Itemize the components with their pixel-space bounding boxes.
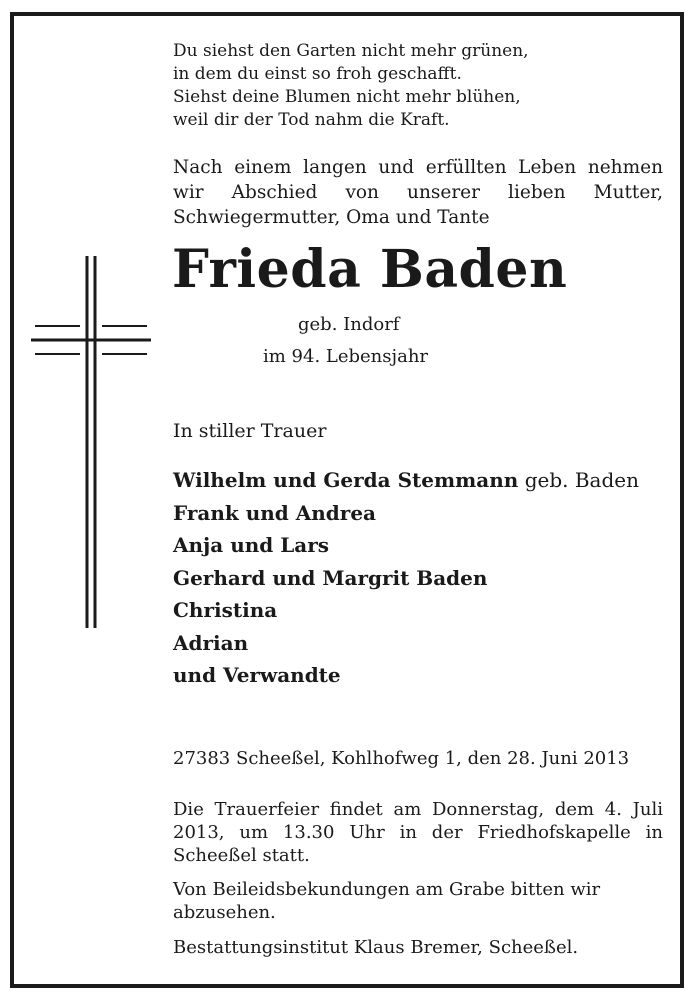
family-member-name: und Verwandte (173, 663, 341, 687)
family-member-name: Adrian (173, 630, 249, 655)
family-member (173, 497, 663, 530)
service-info: Die Trauerfeier findet am Donnerstag, dem 4. Juli 2013, um 13.30 Uhr in der Friedhofskapelle in Scheeßel statt. (173, 799, 663, 866)
cross-icon (30, 256, 152, 631)
poem-line: in dem du einst so froh geschafft. (173, 64, 462, 84)
family-member (173, 529, 663, 562)
family-member-name: Christina (173, 598, 278, 622)
family-list (173, 464, 663, 692)
undertaker: Bestattungsinstitut Klaus Bremer, Scheeßel. (173, 937, 579, 958)
family-member (173, 562, 663, 595)
maiden-name: geb. Indorf (298, 314, 400, 335)
poem-line: Du siehst den Garten nicht mehr grünen, (173, 41, 529, 61)
mourning-line: In stiller Trauer (173, 420, 327, 442)
deceased-name: Frieda Baden (172, 239, 568, 300)
family-member (173, 464, 663, 497)
intro-text: Nach einem langen und erfüllten Leben nehmen wir Abschied von unserer lieben Mutter, Schwiegermutter, Oma und Tante (173, 157, 663, 228)
poem (173, 40, 663, 132)
family-member (173, 594, 663, 627)
age-line: im 94. Lebensjahr (263, 346, 429, 367)
condolence-note: Von Beileidsbekundungen am Grabe bitten wir abzusehen. (173, 879, 601, 923)
family-member (173, 659, 663, 692)
family-member-name: Frank und Andrea (173, 500, 376, 525)
family-member-name: Wilhelm und Gerda Stemmann (173, 468, 519, 492)
place-date: 27383 Scheeßel, Kohlhofweg 1, den 28. Juni 2013 (173, 748, 630, 769)
family-member-name: Anja und Lars (173, 533, 330, 557)
family-member (173, 627, 663, 660)
poem-line: weil dir der Tod nahm die Kraft. (173, 110, 450, 130)
family-member-suffix: geb. Baden (524, 468, 639, 492)
poem-line: Siehst deine Blumen nicht mehr blühen, (173, 87, 521, 107)
family-member-name: Gerhard und Margrit Baden (173, 565, 488, 590)
